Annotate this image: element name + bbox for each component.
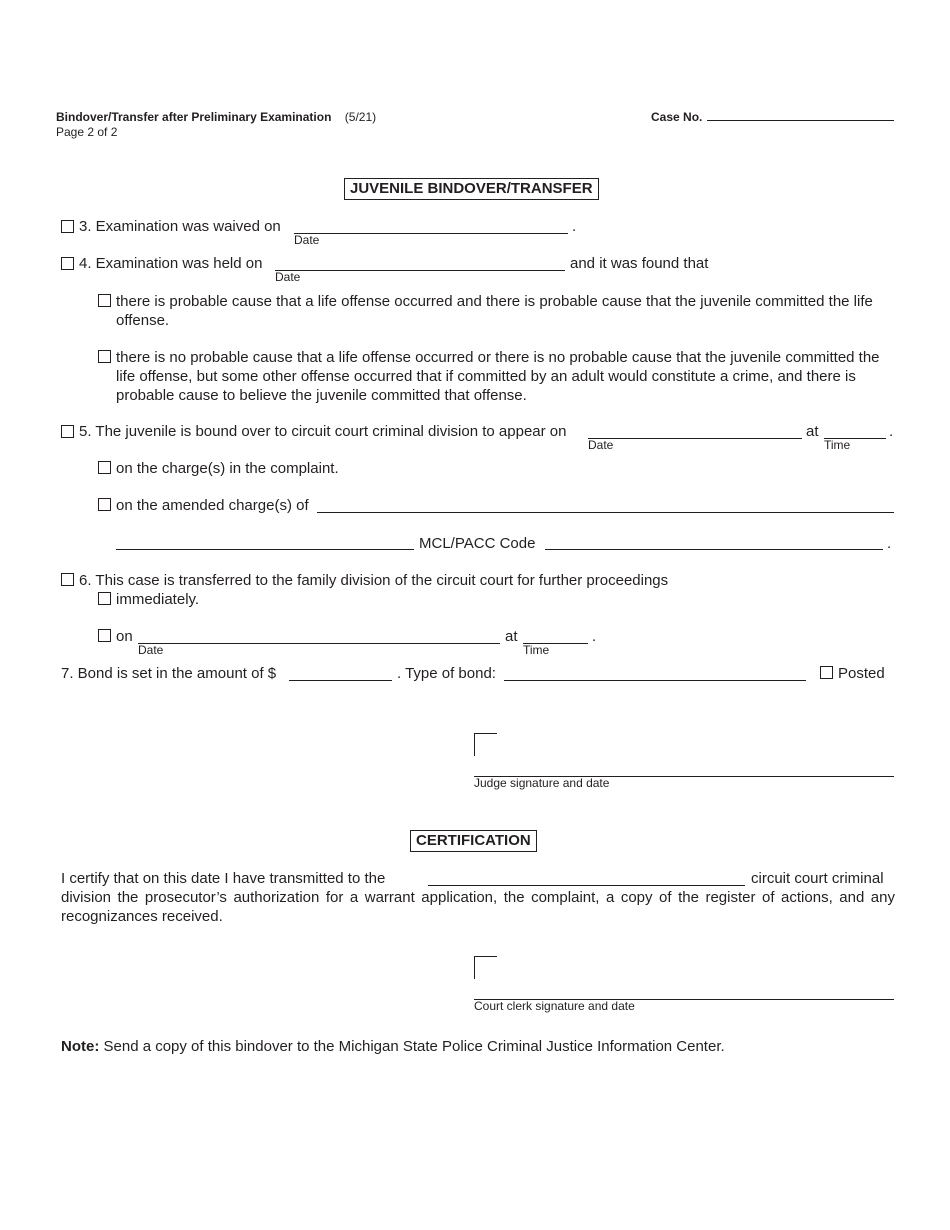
certification-text-rest: division the prosecutor’s authorization for a warrant application, the complaint, a copy of the register of actions, and any recognizances received.: [61, 889, 895, 925]
item3-date-field[interactable]: [294, 233, 568, 234]
item5-text: 5. The juvenile is bound over to circuit court criminal division to appear on: [79, 423, 567, 440]
item5-checkbox[interactable]: [61, 425, 74, 438]
mcl-pacc-field[interactable]: [545, 549, 883, 550]
item4-checkbox[interactable]: [61, 257, 74, 270]
item6-date-field[interactable]: [138, 643, 500, 644]
note-label: Note:: [61, 1038, 100, 1055]
item5-date-field[interactable]: [588, 438, 802, 439]
bond-amount-field[interactable]: [289, 680, 392, 681]
form-title-row: [56, 110, 376, 124]
amended-charges-field[interactable]: [317, 512, 894, 513]
posted-checkbox[interactable]: [820, 666, 833, 679]
item5-time-label: Time: [824, 438, 851, 452]
posted-label: Posted: [838, 665, 885, 682]
judge-signature-corner-mark: [474, 733, 497, 756]
mcl-pacc-label: MCL/PACC Code: [419, 535, 536, 552]
mcl-period: .: [887, 535, 892, 552]
item6-on-text: on: [116, 628, 133, 645]
item5-at: at: [806, 423, 819, 440]
certification-title: CERTIFICATION: [410, 830, 537, 852]
item4-option-a-text: there is probable cause that a life offense occurred and there is probable cause that the juvenile committed the life offense.: [116, 293, 873, 329]
item6-immediately-text: immediately.: [116, 591, 200, 608]
item5-option-a-checkbox[interactable]: [98, 461, 111, 474]
item5-option-a-text: on the charge(s) in the complaint.: [116, 460, 339, 477]
form-version: (5/21): [344, 110, 377, 124]
amended-charges-field-2[interactable]: [116, 549, 414, 550]
item4-date-field[interactable]: [275, 270, 565, 271]
section-title: JUVENILE BINDOVER/TRANSFER: [344, 178, 599, 200]
bond-type-label: . Type of bond:: [397, 665, 496, 682]
note-text: Send a copy of this bindover to the Michigan State Police Criminal Justice Information Center.: [103, 1038, 725, 1055]
item4-option-b-checkbox[interactable]: [98, 350, 111, 363]
item5-option-b-checkbox[interactable]: [98, 498, 111, 511]
clerk-signature-corner-mark: [474, 956, 497, 979]
bond-type-field[interactable]: [504, 680, 806, 681]
item3-checkbox[interactable]: [61, 220, 74, 233]
item6-immediately-checkbox[interactable]: [98, 592, 111, 605]
item5-option-b-text: on the amended charge(s) of: [116, 497, 309, 514]
item6-on-checkbox[interactable]: [98, 629, 111, 642]
clerk-signature-label: Court clerk signature and date: [474, 999, 635, 1013]
item6-checkbox[interactable]: [61, 573, 74, 586]
item4-option-b-text: there is no probable cause that a life offense occurred or there is no probable cause that the juvenile committed the life offense, but some other offense occurred that if committed by an adult would constitute a crime, and there is probable cause to believe the juvenile committed that offense.: [116, 349, 880, 404]
circuit-court-field[interactable]: [428, 885, 745, 886]
item6-text: 6. This case is transferred to the family division of the circuit court for further proceedings: [79, 572, 669, 589]
item6-date-label: Date: [138, 643, 164, 657]
item3-period: .: [572, 218, 577, 235]
item7-text: 7. Bond is set in the amount of $: [61, 665, 277, 682]
judge-signature-label: Judge signature and date: [474, 776, 610, 790]
item4-after-text: and it was found that: [570, 255, 709, 272]
certification-text-end: circuit court criminal: [751, 870, 884, 887]
item3-text: 3. Examination was waived on: [79, 218, 281, 235]
case-no-label: Case No.: [651, 110, 703, 124]
item6-time-label: Time: [523, 643, 550, 657]
item3-date-label: Date: [294, 233, 320, 247]
item5-date-label: Date: [588, 438, 614, 452]
item6-period: .: [592, 628, 597, 645]
form-title: Bindover/Transfer after Preliminary Examination: [56, 110, 332, 124]
note: [61, 1038, 725, 1056]
item6-at: at: [505, 628, 518, 645]
case-no-field[interactable]: [707, 120, 894, 121]
item4-option-a-checkbox[interactable]: [98, 294, 111, 307]
page-number: Page 2 of 2: [56, 125, 118, 139]
item5-period: .: [889, 423, 894, 440]
certification-text-start: I certify that on this date I have transmitted to the: [61, 870, 386, 887]
item4-text: 4. Examination was held on: [79, 255, 263, 272]
item4-date-label: Date: [275, 270, 301, 284]
